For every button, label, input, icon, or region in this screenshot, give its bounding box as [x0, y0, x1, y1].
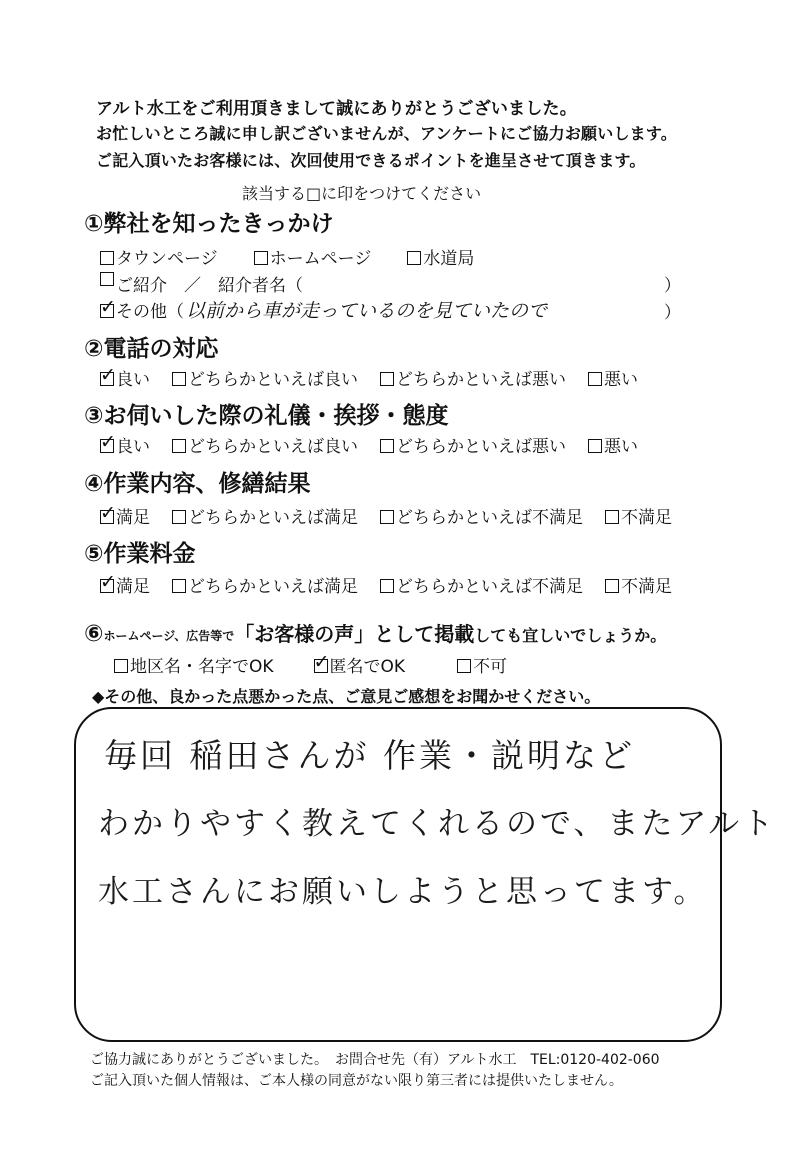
q4-title: ④作業内容、修繕結果	[84, 471, 311, 497]
q1-option-townpage[interactable]: タウンページ	[100, 244, 218, 269]
checkbox[interactable]	[407, 251, 421, 265]
q1-option-waterbureau[interactable]: 水道局	[407, 244, 474, 269]
q1-other[interactable]	[100, 296, 547, 323]
q5-title: ⑤作業料金	[84, 541, 196, 567]
instruction: 該当する□に印をつけてください	[242, 184, 482, 203]
q5-option-satisfied[interactable]: ✓ 満足	[100, 572, 150, 597]
q4-option-somewhat-dissatisfied[interactable]: どちらかといえば不満足	[380, 503, 583, 528]
q6-mid: として掲載	[374, 622, 475, 646]
checkbox[interactable]	[172, 510, 186, 524]
intro-line-2: お忙しいところ誠に申し訳ございませんが、アンケートにご協力お願いします。	[96, 124, 677, 143]
q6-small-text: ホームページ、広告等で	[103, 629, 235, 643]
q2-options	[100, 365, 660, 390]
q6-option-area-name[interactable]: 地区名・名字でOK	[114, 652, 274, 677]
checkbox-checked[interactable]	[314, 659, 328, 673]
q4-option-somewhat-satisfied[interactable]: どちらかといえば満足	[172, 503, 358, 528]
q4-options	[100, 503, 694, 528]
handwritten-line-1: 毎回 稲田さんが 作業・説明など	[104, 736, 635, 775]
checkbox[interactable]	[457, 659, 471, 673]
q4-option-satisfied[interactable]: ✓ 満足	[100, 503, 150, 528]
q3-option-good[interactable]: ✓ 良い	[100, 432, 150, 457]
q5-options	[100, 572, 694, 597]
checkbox-checked[interactable]	[100, 372, 114, 386]
checkbox-checked[interactable]	[100, 439, 114, 453]
checkbox[interactable]	[172, 372, 186, 386]
comments-prompt: ◆その他、良かった点悪かった点、ご意見ご感想をお聞かせください。	[92, 687, 601, 706]
q2-option-good[interactable]: ✓ 良い	[100, 365, 150, 390]
checkbox-checked[interactable]	[100, 304, 114, 318]
checkbox[interactable]	[605, 510, 619, 524]
other-close-paren: ）	[664, 303, 681, 323]
q4-option-dissatisfied[interactable]: 不満足	[605, 503, 672, 528]
intro-line-1: アルト水工をご利用頂きまして誠にありがとうございました。	[96, 99, 577, 119]
q3-option-bad[interactable]: 悪い	[588, 432, 638, 457]
q6-number: ⑥	[84, 621, 104, 647]
handwritten-line-2: わかりやすく教えてくれるので、またアルト	[98, 806, 777, 842]
q5-option-somewhat-satisfied[interactable]: どちらかといえば満足	[172, 572, 358, 597]
q2-option-somewhat-bad[interactable]: どちらかといえば悪い	[380, 365, 566, 390]
q3-option-somewhat-good[interactable]: どちらかといえば良い	[172, 432, 358, 457]
q2-option-bad[interactable]: 悪い	[588, 365, 638, 390]
q6-tail: しても宜しいでしょうか。	[474, 626, 667, 645]
checkbox[interactable]	[588, 372, 602, 386]
checkbox[interactable]	[605, 579, 619, 593]
other-label: その他（	[116, 302, 184, 322]
q6-options	[114, 652, 529, 677]
footer-line-2: ご記入頂いた個人情報は、ご本人様の同意がない限り第三者には提供いたしません。	[90, 1073, 623, 1089]
footer-line-1: ご協力誠にありがとうございました。 お問合せ先（有）アルト水工 TEL:0120-402-060	[90, 1052, 660, 1068]
q5-option-somewhat-dissatisfied[interactable]: どちらかといえば不満足	[380, 572, 583, 597]
referral-label: ご紹介 ／ 紹介者名（	[116, 276, 303, 296]
handwritten-line-3: 水工さんにお願いしようと思ってます。	[98, 874, 708, 910]
checkbox[interactable]	[380, 579, 394, 593]
checkbox[interactable]	[588, 439, 602, 453]
q3-option-somewhat-bad[interactable]: どちらかといえば悪い	[380, 432, 566, 457]
checkbox[interactable]	[172, 579, 186, 593]
q1-title: ①弊社を知ったきっかけ	[84, 211, 334, 237]
q2-title: ②電話の対応	[84, 336, 219, 362]
q1-option-homepage[interactable]: ホームページ	[254, 244, 372, 269]
checkbox[interactable]	[100, 272, 114, 286]
q6-quote: 「お客様の声」	[234, 622, 375, 646]
checkbox-checked[interactable]	[100, 579, 114, 593]
checkbox[interactable]	[380, 510, 394, 524]
q6-option-not-allowed[interactable]: 不可	[457, 652, 507, 677]
checkbox[interactable]	[254, 251, 268, 265]
checkbox[interactable]	[380, 372, 394, 386]
q3-title: ③お伺いした際の礼儀・挨拶・態度	[84, 403, 449, 429]
q6-title	[84, 618, 666, 647]
checkbox[interactable]	[380, 439, 394, 453]
q5-option-dissatisfied[interactable]: 不満足	[605, 572, 672, 597]
referral-close-paren: ）	[664, 276, 681, 296]
q1-options	[100, 244, 496, 269]
q6-option-anonymous[interactable]: ✓ 匿名でOK	[314, 652, 406, 677]
intro-line-3: ご記入頂いたお客様には、次回使用できるポイントを進呈させて頂きます。	[96, 151, 646, 170]
other-handwritten-value: 以前から車が走っているのを見ていたので	[186, 300, 548, 322]
checkbox[interactable]	[114, 659, 128, 673]
q3-options	[100, 432, 660, 457]
checkbox-checked[interactable]	[100, 510, 114, 524]
q1-referral[interactable]	[100, 271, 303, 296]
q2-option-somewhat-good[interactable]: どちらかといえば良い	[172, 365, 358, 390]
checkbox[interactable]	[100, 251, 114, 265]
checkbox[interactable]	[172, 439, 186, 453]
